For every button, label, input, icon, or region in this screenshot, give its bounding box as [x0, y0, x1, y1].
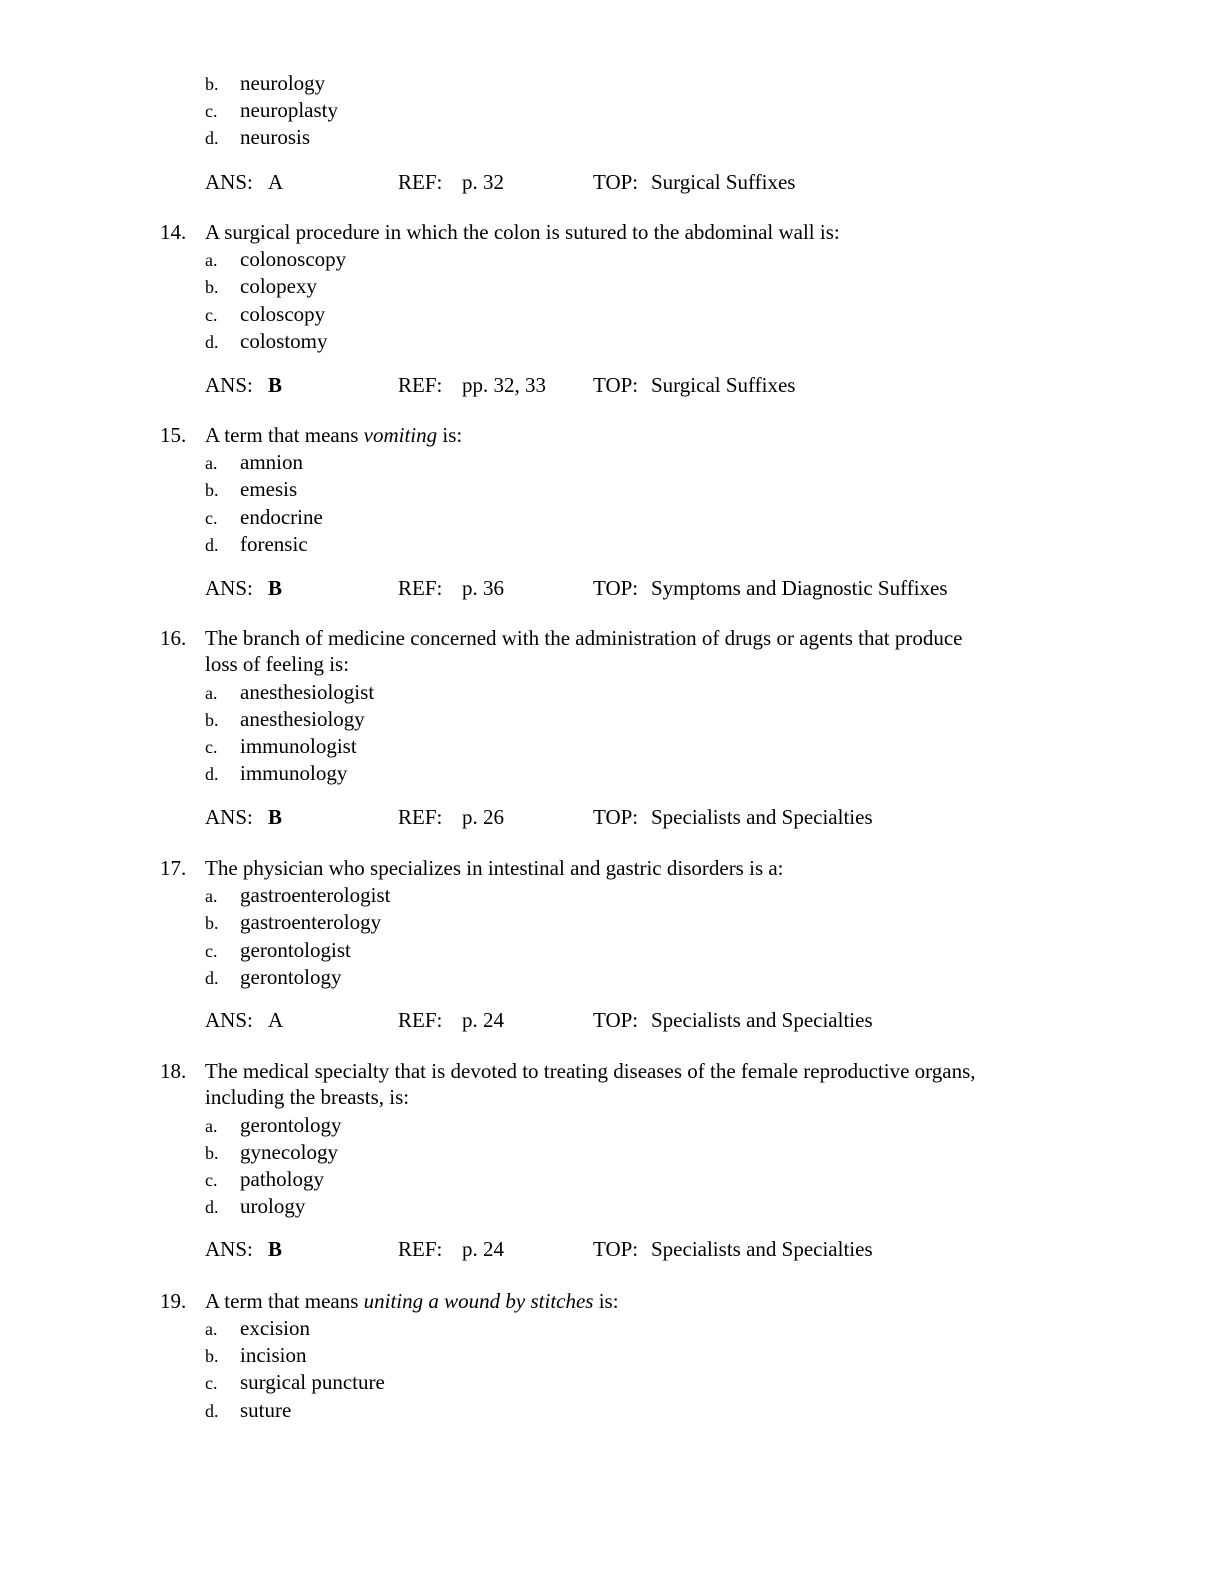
- option-letter: c.: [205, 305, 218, 325]
- ref-label: REF:: [398, 576, 443, 600]
- top-value: Specialists and Specialties: [651, 1008, 873, 1032]
- stem-line: including the breasts, is:: [205, 1085, 410, 1109]
- option-text: gerontologist: [240, 938, 351, 962]
- ans-label: ANS:: [205, 1008, 253, 1032]
- top-label: TOP:: [593, 373, 639, 397]
- stem-italic-term: uniting a wound by stitches: [363, 1289, 594, 1313]
- option-b: [205, 909, 381, 936]
- top-value: Symptoms and Diagnostic Suffixes: [651, 576, 948, 600]
- question-number: 19.: [160, 1289, 187, 1313]
- option-letter: a.: [205, 886, 218, 906]
- option-letter: d.: [205, 535, 219, 555]
- option-letter: a.: [205, 1116, 218, 1136]
- ans-value: B: [268, 576, 283, 600]
- option-c: [205, 301, 325, 328]
- option-a: [205, 882, 390, 909]
- ans-label: ANS:: [205, 805, 253, 829]
- option-letter: c.: [205, 101, 218, 121]
- top-value: Surgical Suffixes: [651, 373, 796, 397]
- option-c: [205, 937, 351, 964]
- question-number: 15.: [160, 423, 187, 447]
- option-a: [205, 1112, 341, 1139]
- ref-value: p. 32: [462, 170, 504, 194]
- stem-line: loss of feeling is:: [205, 652, 350, 676]
- top-value: Surgical Suffixes: [651, 170, 796, 194]
- option-text: gerontology: [240, 965, 342, 989]
- option-b: [205, 1139, 338, 1166]
- option-letter: d.: [205, 1197, 219, 1217]
- option-letter: d.: [205, 1401, 219, 1421]
- question-number: 14.: [160, 220, 187, 244]
- option-d: [205, 760, 347, 787]
- option-letter: d.: [205, 128, 219, 148]
- ref-label: REF:: [398, 373, 443, 397]
- question-stem: [205, 625, 1085, 677]
- ref-value: p. 24: [462, 1008, 504, 1032]
- stem-text: is:: [437, 423, 463, 447]
- option-letter: a.: [205, 250, 218, 270]
- option-letter: b.: [205, 1143, 219, 1163]
- top-label: TOP:: [593, 576, 639, 600]
- option-letter: b.: [205, 1346, 219, 1366]
- option-text: emesis: [240, 477, 298, 501]
- option-letter: c.: [205, 1373, 218, 1393]
- option-text: urology: [240, 1194, 306, 1218]
- option-c: [205, 97, 338, 124]
- option-text: endocrine: [240, 505, 323, 529]
- question-number: 16.: [160, 626, 187, 650]
- ref-value: pp. 32, 33: [462, 373, 546, 397]
- ans-label: ANS:: [205, 170, 253, 194]
- option-text: colonoscopy: [240, 247, 347, 271]
- ref-value: p. 26: [462, 805, 504, 829]
- option-text: anesthesiology: [240, 707, 365, 731]
- ref-label: REF:: [398, 170, 443, 194]
- ans-value: B: [268, 805, 283, 829]
- ans-label: ANS:: [205, 1237, 253, 1261]
- option-text: colostomy: [240, 329, 328, 353]
- option-c: [205, 504, 323, 531]
- stem-italic-term: vomiting: [363, 423, 438, 447]
- question-stem: [205, 1058, 1085, 1110]
- option-letter: d.: [205, 332, 219, 352]
- option-letter: c.: [205, 1170, 218, 1190]
- top-label: TOP:: [593, 1237, 639, 1261]
- ref-label: REF:: [398, 1008, 443, 1032]
- option-letter: a.: [205, 453, 218, 473]
- question-number: 17.: [160, 856, 187, 880]
- stem-text: is:: [593, 1289, 619, 1313]
- option-text: neurosis: [240, 125, 310, 149]
- question-number: 18.: [160, 1059, 187, 1083]
- option-d: [205, 1397, 291, 1424]
- option-letter: b.: [205, 277, 219, 297]
- option-d: [205, 531, 308, 558]
- top-value: Specialists and Specialties: [651, 1237, 873, 1261]
- option-letter: a.: [205, 683, 218, 703]
- option-text: gerontology: [240, 1113, 342, 1137]
- option-c: [205, 1166, 324, 1193]
- option-a: [205, 1315, 310, 1342]
- option-letter: d.: [205, 764, 219, 784]
- option-text: excision: [240, 1316, 310, 1340]
- option-a: [205, 679, 374, 706]
- option-letter: d.: [205, 968, 219, 988]
- option-letter: c.: [205, 508, 218, 528]
- question-stem: The physician who specializes in intestinal and gastric disorders is a:: [205, 856, 784, 880]
- option-b: [205, 273, 317, 300]
- option-letter: b.: [205, 913, 219, 933]
- option-text: gastroenterologist: [240, 883, 391, 907]
- option-d: [205, 1193, 305, 1220]
- option-letter: c.: [205, 941, 218, 961]
- ans-label: ANS:: [205, 576, 253, 600]
- top-value: Specialists and Specialties: [651, 805, 873, 829]
- option-letter: c.: [205, 737, 218, 757]
- ans-value: A: [268, 170, 284, 194]
- option-c: [205, 733, 357, 760]
- stem-line: The medical specialty that is devoted to treating diseases of the female reproductive organs,: [205, 1059, 976, 1083]
- option-text: gastroenterology: [240, 910, 382, 934]
- ref-value: p. 24: [462, 1237, 504, 1261]
- option-text: colopexy: [240, 274, 317, 298]
- option-text: coloscopy: [240, 302, 326, 326]
- option-d: [205, 964, 341, 991]
- option-text: pathology: [240, 1167, 324, 1191]
- option-d: [205, 124, 310, 151]
- option-b: [205, 706, 365, 733]
- option-c: [205, 1369, 385, 1396]
- option-text: surgical puncture: [240, 1370, 385, 1394]
- question-stem: [205, 422, 1085, 448]
- option-text: immunology: [240, 761, 348, 785]
- option-text: suture: [240, 1398, 292, 1422]
- option-letter: a.: [205, 1319, 218, 1339]
- top-label: TOP:: [593, 1008, 639, 1032]
- option-text: gynecology: [240, 1140, 338, 1164]
- stem-line: The branch of medicine concerned with the administration of drugs or agents that produce: [205, 626, 963, 650]
- option-text: neurology: [240, 71, 326, 95]
- question-stem: [205, 1288, 1085, 1314]
- option-text: neuroplasty: [240, 98, 338, 122]
- option-text: amnion: [240, 450, 303, 474]
- option-text: incision: [240, 1343, 307, 1367]
- ans-value: A: [268, 1008, 284, 1032]
- ans-value: B: [268, 373, 283, 397]
- top-label: TOP:: [593, 805, 639, 829]
- stem-text: A term that means: [205, 1289, 364, 1313]
- question-stem: A surgical procedure in which the colon is sutured to the abdominal wall is:: [205, 220, 840, 244]
- option-letter: b.: [205, 74, 219, 94]
- option-text: anesthesiologist: [240, 680, 375, 704]
- ans-value: B: [268, 1237, 283, 1261]
- top-label: TOP:: [593, 170, 639, 194]
- option-letter: b.: [205, 710, 219, 730]
- stem-text: A term that means: [205, 423, 364, 447]
- ref-label: REF:: [398, 1237, 443, 1261]
- ref-label: REF:: [398, 805, 443, 829]
- ans-label: ANS:: [205, 373, 253, 397]
- ref-value: p. 36: [462, 576, 504, 600]
- option-a: [205, 246, 346, 273]
- option-b: [205, 1342, 307, 1369]
- option-b: [205, 70, 325, 97]
- option-letter: b.: [205, 480, 219, 500]
- option-text: immunologist: [240, 734, 357, 758]
- option-b: [205, 476, 297, 503]
- option-a: [205, 449, 303, 476]
- option-d: [205, 328, 328, 355]
- option-text: forensic: [240, 532, 308, 556]
